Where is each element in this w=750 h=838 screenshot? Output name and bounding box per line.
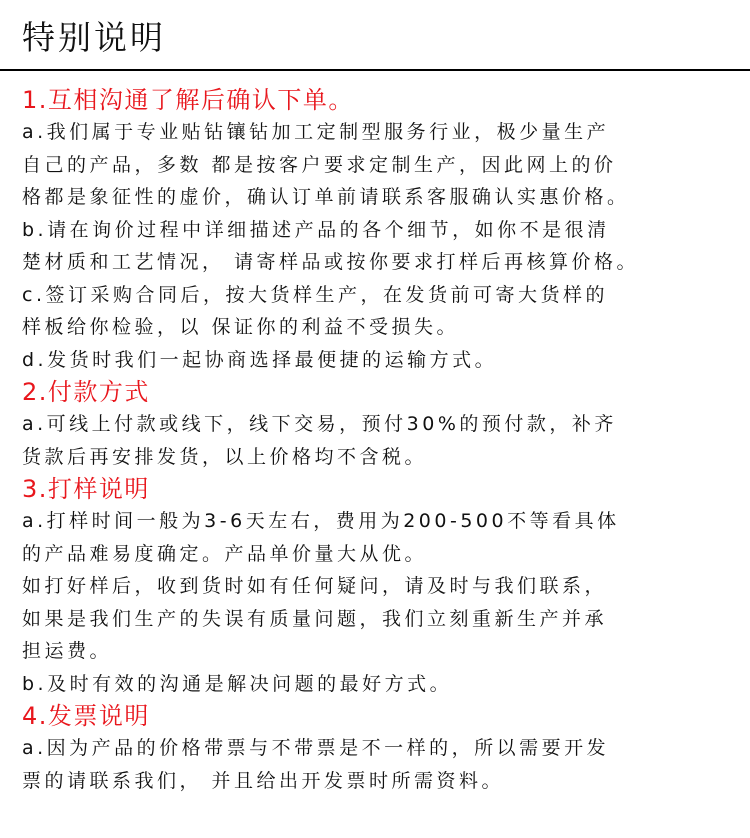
text-line: a.因为产品的价格带票与不带票是不一样的，所以需要开发 bbox=[22, 737, 610, 759]
section-heading: 1.互相沟通了解后确认下单。 bbox=[22, 86, 354, 114]
section-invoice bbox=[22, 700, 747, 797]
text-line: c.签订采购合同后，按大货样生产，在发货前可寄大货样的 bbox=[22, 283, 608, 306]
section-ordering bbox=[22, 84, 747, 376]
text-line: 如果是我们生产的失误有质量问题，我们立刻重新生产并承 bbox=[22, 607, 608, 630]
text-line: 自己的产品，多数 都是按客户要求定制生产，因此网上的价 bbox=[22, 153, 617, 176]
text-line: 样板给你检验，以 保证你的利益不受损失。 bbox=[22, 316, 460, 338]
text-line: a.打样时间一般为3-6天左右，费用为200-500不等看具体 bbox=[22, 510, 620, 532]
page-title: 特别说明 bbox=[22, 18, 166, 57]
text-line: 的产品难易度确定。产品单价量大从优。 bbox=[22, 542, 428, 565]
section-sampling bbox=[22, 473, 747, 700]
section-payment bbox=[22, 376, 747, 473]
text-line: a.我们属于专业贴钻镶钻加工定制型服务行业，极少量生产 bbox=[22, 121, 610, 143]
text-line: 货款后再安排发货，以上价格均不含税。 bbox=[22, 445, 428, 468]
text-line: 担运费。 bbox=[22, 640, 113, 662]
section-heading: 4.发票说明 bbox=[22, 702, 150, 730]
text-line: d.发货时我们一起协商选择最便捷的运输方式。 bbox=[22, 348, 498, 371]
text-line: b.请在询价过程中详细描述产品的各个细节，如你不是很清 bbox=[22, 218, 610, 241]
text-line: b.及时有效的沟通是解决问题的最好方式。 bbox=[22, 672, 453, 695]
section-heading: 2.付款方式 bbox=[22, 378, 150, 406]
text-line: 票的请联系我们， 并且给出开发票时所需资料。 bbox=[22, 769, 505, 792]
notice-content bbox=[22, 84, 747, 797]
title-divider bbox=[0, 69, 750, 71]
text-line: a.可线上付款或线下，线下交易，预付30%的预付款，补齐 bbox=[22, 413, 617, 435]
text-line: 格都是象征性的虚价，确认订单前请联系客服确认实惠价格。 bbox=[22, 186, 630, 208]
text-line: 如打好样后，收到货时如有任何疑问，请及时与我们联系， bbox=[22, 575, 608, 597]
text-line: 楚材质和工艺情况， 请寄样品或按你要求打样后再核算价格。 bbox=[22, 251, 640, 273]
section-heading: 3.打样说明 bbox=[22, 475, 150, 503]
